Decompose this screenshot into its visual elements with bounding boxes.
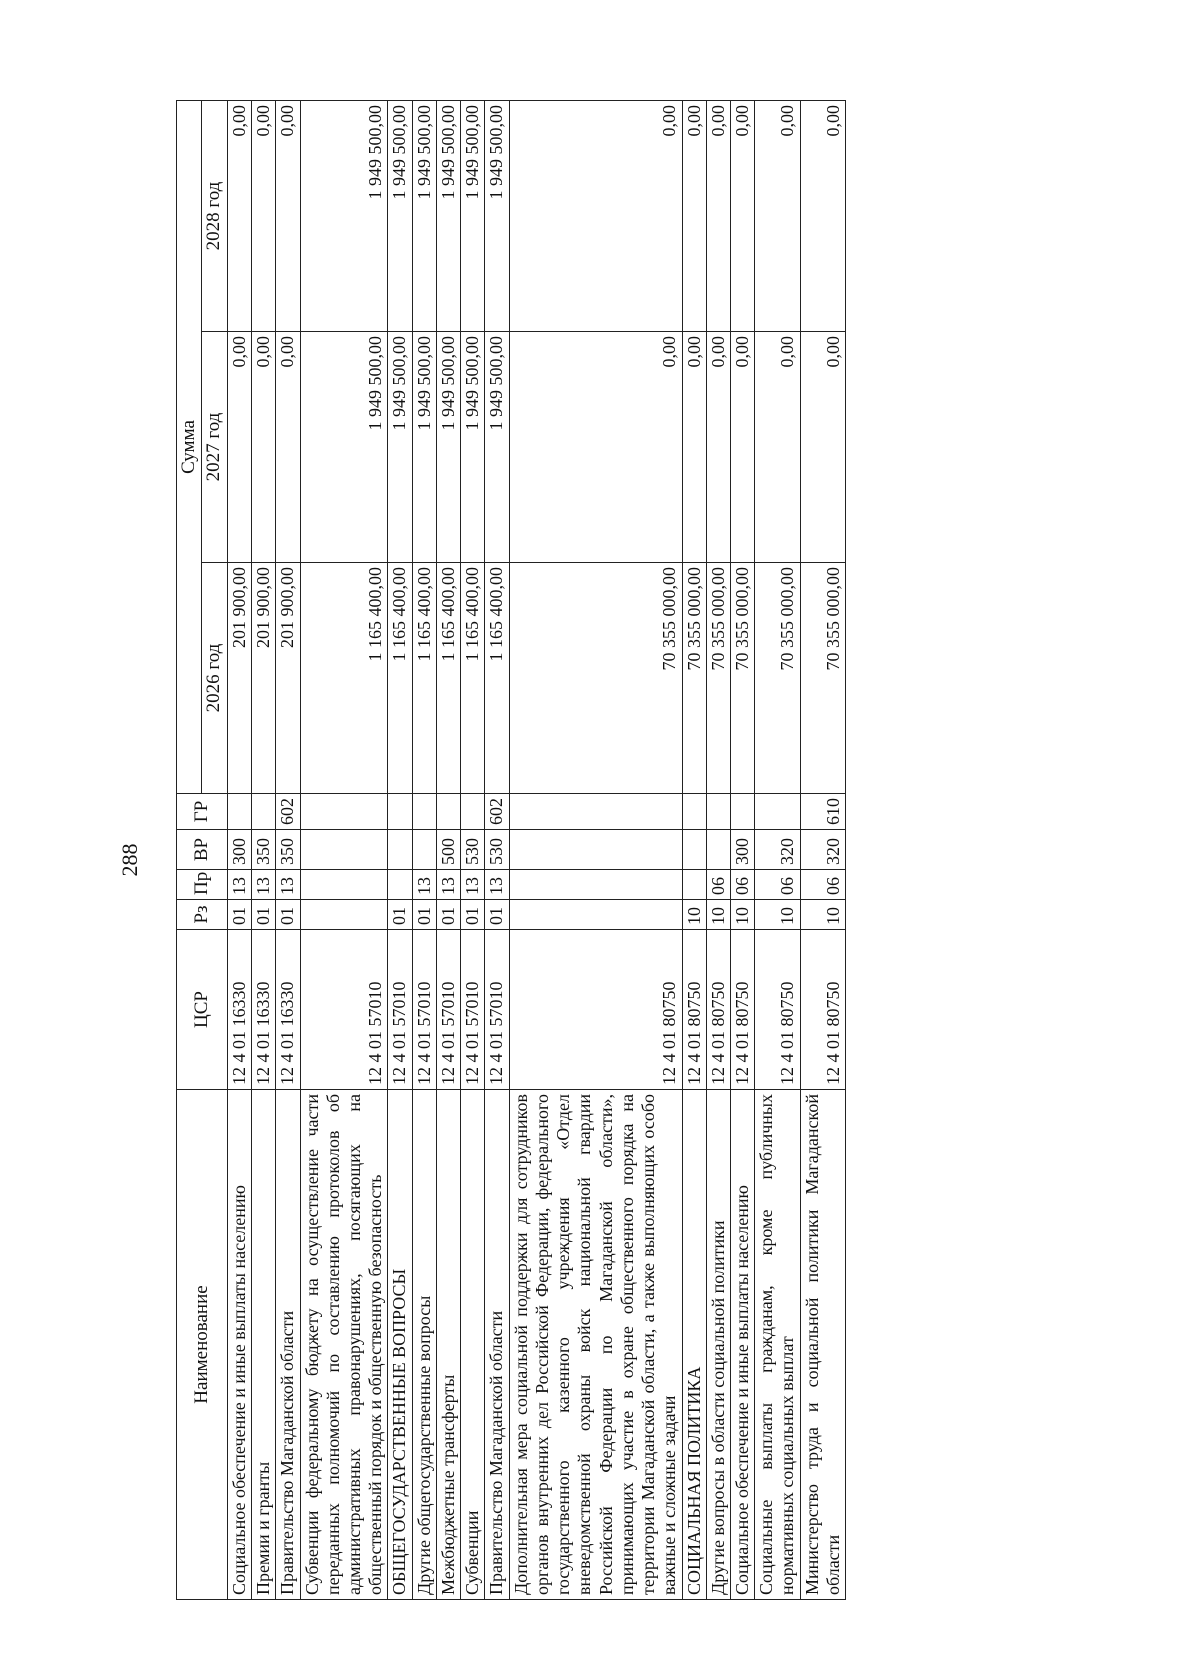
row-amount-2028-cell: 0,00 [509,101,682,332]
row-csr-cell: 12 4 01 80750 [682,930,706,1090]
table-row [300,101,388,1600]
row-amount-2027-cell: 0,00 [227,332,251,563]
row-pr-cell: 06 [800,870,845,900]
row-csr-cell: 12 4 01 80750 [730,930,754,1090]
table-row [755,101,800,1600]
row-amount-2027-cell: 1 949 500,00 [388,332,412,563]
row-vr-cell: 350 [252,830,276,870]
table-row [730,101,754,1600]
row-gr-cell [509,794,682,830]
row-amount-2027-cell: 1 949 500,00 [461,332,485,563]
row-amount-2026-cell: 1 165 400,00 [436,563,460,794]
header-rz: Рз [177,900,228,930]
row-csr-cell: 12 4 01 80750 [800,930,845,1090]
row-csr-cell: 12 4 01 80750 [755,930,800,1090]
row-gr-cell [388,794,412,830]
row-pr-cell: 13 [276,870,300,900]
row-amount-2026-cell: 1 165 400,00 [485,563,509,794]
row-amount-2028-cell: 0,00 [276,101,300,332]
row-amount-2026-cell: 70 355 000,00 [755,563,800,794]
table-row [252,101,276,1600]
row-amount-2027-cell: 1 949 500,00 [436,332,460,563]
row-pr-cell: 06 [755,870,800,900]
row-csr-cell: 12 4 01 57010 [300,930,388,1090]
row-csr-cell: 12 4 01 57010 [388,930,412,1090]
rotated-table-wrapper [176,100,1036,1600]
row-rz-cell: 01 [227,900,251,930]
row-csr-cell: 12 4 01 57010 [412,930,436,1090]
row-rz-cell: 10 [800,900,845,930]
row-vr-cell [388,830,412,870]
row-amount-2026-cell: 1 165 400,00 [412,563,436,794]
row-rz-cell: 01 [436,900,460,930]
row-amount-2028-cell: 1 949 500,00 [300,101,388,332]
row-amount-2027-cell: 0,00 [706,332,730,563]
row-amount-2026-cell: 201 900,00 [252,563,276,794]
row-amount-2027-cell: 1 949 500,00 [485,332,509,563]
row-gr-cell [755,794,800,830]
row-rz-cell: 10 [755,900,800,930]
row-pr-cell: 06 [730,870,754,900]
row-name-cell: Министерство труда и социальной политики Магаданской области [800,1090,845,1600]
row-name-cell: Субвенции федеральному бюджету на осуществление части переданных полномочий по составлению протоколов об административных правонарушениях, посягающих на общественный порядок и общественную безопасность [300,1090,388,1600]
row-name-cell: Правительство Магаданской области [485,1090,509,1600]
header-year-2026: 2026 год [202,563,227,794]
row-amount-2028-cell: 0,00 [730,101,754,332]
row-amount-2026-cell: 201 900,00 [276,563,300,794]
table-row [388,101,412,1600]
row-pr-cell: 13 [412,870,436,900]
row-rz-cell: 01 [252,900,276,930]
row-amount-2028-cell: 0,00 [800,101,845,332]
row-amount-2026-cell: 201 900,00 [227,563,251,794]
row-rz-cell [300,900,388,930]
row-amount-2027-cell: 0,00 [252,332,276,563]
row-amount-2028-cell: 0,00 [252,101,276,332]
row-pr-cell: 13 [485,870,509,900]
row-gr-cell: 602 [485,794,509,830]
row-gr-cell [412,794,436,830]
row-name-cell: Субвенции [461,1090,485,1600]
row-amount-2028-cell: 1 949 500,00 [436,101,460,332]
row-rz-cell: 01 [276,900,300,930]
table-row [436,101,460,1600]
row-amount-2026-cell: 70 355 000,00 [509,563,682,794]
row-gr-cell [252,794,276,830]
row-csr-cell: 12 4 01 16330 [252,930,276,1090]
row-gr-cell [227,794,251,830]
row-rz-cell: 10 [730,900,754,930]
table-row [412,101,436,1600]
row-name-cell: СОЦИАЛЬНАЯ ПОЛИТИКА [682,1090,706,1600]
table-row [706,101,730,1600]
row-amount-2026-cell: 70 355 000,00 [800,563,845,794]
row-csr-cell: 12 4 01 16330 [227,930,251,1090]
row-amount-2027-cell: 1 949 500,00 [300,332,388,563]
row-pr-cell [509,870,682,900]
row-vr-cell: 300 [730,830,754,870]
row-pr-cell: 13 [436,870,460,900]
row-pr-cell: 13 [227,870,251,900]
row-vr-cell [509,830,682,870]
row-rz-cell: 01 [461,900,485,930]
row-pr-cell [388,870,412,900]
row-csr-cell: 12 4 01 57010 [485,930,509,1090]
row-pr-cell [300,870,388,900]
row-rz-cell: 10 [706,900,730,930]
row-name-cell: Другие вопросы в области социальной политики [706,1090,730,1600]
row-name-cell: Социальные выплаты гражданам, кроме публичных нормативных социальных выплат [755,1090,800,1600]
row-gr-cell [682,794,706,830]
row-name-cell: ОБЩЕГОСУДАРСТВЕННЫЕ ВОПРОСЫ [388,1090,412,1600]
row-amount-2028-cell: 1 949 500,00 [412,101,436,332]
row-rz-cell: 01 [412,900,436,930]
row-amount-2026-cell: 70 355 000,00 [730,563,754,794]
row-amount-2026-cell: 1 165 400,00 [461,563,485,794]
row-name-cell: Премии и гранты [252,1090,276,1600]
row-csr-cell: 12 4 01 57010 [436,930,460,1090]
row-vr-cell [706,830,730,870]
row-gr-cell [436,794,460,830]
row-vr-cell: 530 [485,830,509,870]
row-amount-2027-cell: 1 949 500,00 [412,332,436,563]
row-amount-2026-cell: 1 165 400,00 [388,563,412,794]
row-amount-2027-cell: 0,00 [730,332,754,563]
row-name-cell: Дополнительная мера социальной поддержки для сотрудников органов внутренних дел Российской Федерации, федерального государственного казенного учреждения «Отдел вневедомственной охраны войск национальной гвардии Российской Федерации по Магаданской области», принимающих участие в охране общественного порядка на территории Магаданской области, а также выполняющих особо важные и сложные задачи [509,1090,682,1600]
row-vr-cell [682,830,706,870]
row-vr-cell: 500 [436,830,460,870]
row-rz-cell: 01 [388,900,412,930]
row-amount-2027-cell: 0,00 [755,332,800,563]
row-vr-cell [412,830,436,870]
table-row [485,101,509,1600]
row-gr-cell [300,794,388,830]
row-pr-cell: 06 [706,870,730,900]
row-csr-cell: 12 4 01 80750 [509,930,682,1090]
row-amount-2027-cell: 0,00 [800,332,845,563]
row-vr-cell: 320 [755,830,800,870]
row-name-cell: Социальное обеспечение и иные выплаты населению [730,1090,754,1600]
header-year-2028: 2028 год [202,101,227,332]
row-pr-cell [682,870,706,900]
table-row [509,101,682,1600]
table-row [227,101,251,1600]
header-name: Наименование [177,1090,228,1600]
row-vr-cell: 320 [800,830,845,870]
row-amount-2028-cell: 0,00 [682,101,706,332]
row-rz-cell [509,900,682,930]
row-pr-cell: 13 [252,870,276,900]
page-number: 288 [117,843,142,877]
row-vr-cell [300,830,388,870]
row-name-cell: Межбюджетные трансферты [436,1090,460,1600]
row-amount-2026-cell: 1 165 400,00 [300,563,388,794]
row-vr-cell: 530 [461,830,485,870]
row-amount-2027-cell: 0,00 [682,332,706,563]
table-row [682,101,706,1600]
row-amount-2027-cell: 0,00 [509,332,682,563]
row-amount-2028-cell: 0,00 [706,101,730,332]
row-csr-cell: 12 4 01 16330 [276,930,300,1090]
row-amount-2028-cell: 1 949 500,00 [388,101,412,332]
row-name-cell: Социальное обеспечение и иные выплаты населению [227,1090,251,1600]
header-csr: ЦСР [177,930,228,1090]
row-amount-2026-cell: 70 355 000,00 [706,563,730,794]
row-vr-cell: 300 [227,830,251,870]
header-vr: ВР [177,830,228,870]
budget-table [176,100,846,1600]
row-amount-2026-cell: 70 355 000,00 [682,563,706,794]
row-amount-2027-cell: 0,00 [276,332,300,563]
table-row [800,101,845,1600]
header-gr: ГР [177,794,228,830]
header-year-2027: 2027 год [202,332,227,563]
row-amount-2028-cell: 0,00 [227,101,251,332]
table-row [276,101,300,1600]
table-body [227,101,845,1600]
row-pr-cell: 13 [461,870,485,900]
row-gr-cell [706,794,730,830]
table-row [461,101,485,1600]
row-csr-cell: 12 4 01 80750 [706,930,730,1090]
header-pr: Пр [177,870,228,900]
row-gr-cell [730,794,754,830]
row-csr-cell: 12 4 01 57010 [461,930,485,1090]
row-amount-2028-cell: 1 949 500,00 [485,101,509,332]
row-gr-cell: 602 [276,794,300,830]
header-sum: Сумма [177,101,202,794]
row-rz-cell: 01 [485,900,509,930]
row-gr-cell [461,794,485,830]
row-amount-2028-cell: 0,00 [755,101,800,332]
row-amount-2028-cell: 1 949 500,00 [461,101,485,332]
row-name-cell: Другие общегосударственные вопросы [412,1090,436,1600]
row-gr-cell: 610 [800,794,845,830]
row-name-cell: Правительство Магаданской области [276,1090,300,1600]
row-rz-cell: 10 [682,900,706,930]
row-vr-cell: 350 [276,830,300,870]
